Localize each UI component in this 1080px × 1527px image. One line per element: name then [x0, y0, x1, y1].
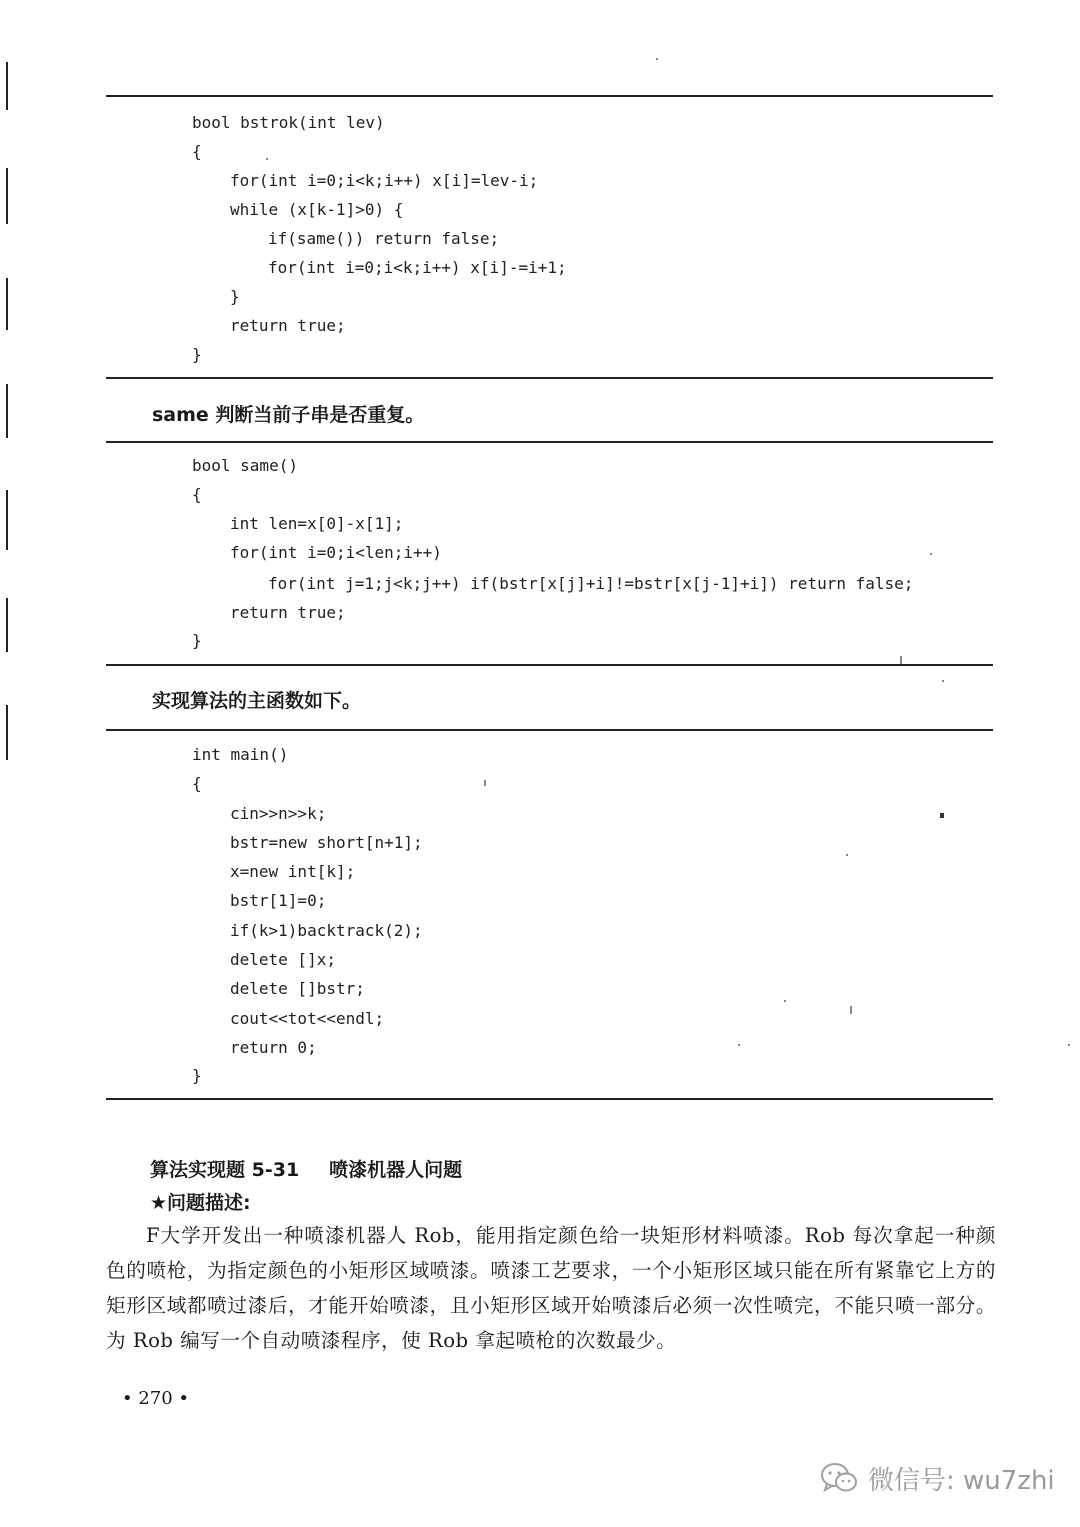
code-block-top-rule [106, 729, 993, 731]
code-line: while (x[k-1]>0) { [230, 200, 404, 219]
code-block-bottom-rule [106, 1098, 993, 1100]
code-line: } [192, 631, 202, 650]
code-line: return true; [230, 316, 346, 335]
wechat-watermark [820, 1458, 1055, 1498]
scan-speck [850, 1006, 852, 1014]
scan-speck [656, 58, 658, 60]
problem-heading [150, 1155, 462, 1182]
code-line: bool same() [192, 456, 298, 475]
code-line: if(k>1)backtrack(2); [230, 921, 423, 940]
code-line: delete []x; [230, 950, 336, 969]
code-line: { [192, 774, 202, 793]
scan-speck [900, 656, 902, 664]
code-line: delete []bstr; [230, 979, 365, 998]
code-line: for(int i=0;i<len;i++) [230, 543, 442, 562]
code-block-bottom-rule [106, 377, 993, 379]
scan-speck [846, 854, 848, 856]
code-line: return true; [230, 603, 346, 622]
code-line: } [192, 345, 202, 364]
code-line: for(int j=1;j<k;j++) if(bstr[x[j]+i]!=bstr[x[j-1]+i]) return false; [268, 574, 914, 593]
scan-edge-mark [6, 705, 8, 760]
code-line: return 0; [230, 1038, 317, 1057]
scan-speck [942, 680, 944, 682]
scan-speck [1068, 1044, 1070, 1046]
code-line: cout<<tot<<endl; [230, 1009, 385, 1028]
scan-speck [738, 1044, 740, 1046]
code-line: int len=x[0]-x[1]; [230, 514, 404, 533]
problem-subheading: ★问题描述: [150, 1192, 251, 1214]
scan-edge-mark [6, 384, 8, 438]
code-line: bstr[1]=0; [230, 891, 327, 910]
scan-speck [266, 158, 268, 160]
scan-speck [784, 1000, 786, 1002]
code-line: if(same()) return false; [268, 229, 500, 248]
code-line: for(int i=0;i<k;i++) x[i]=lev-i; [230, 171, 539, 190]
main-description: 实现算法的主函数如下。 [152, 690, 362, 712]
code-line: x=new int[k]; [230, 862, 356, 881]
problem-description: F大学开发出一种喷漆机器人 Rob，能用指定颜色给一块矩形材料喷漆。Rob 每次拿起一种颜色的喷枪，为指定颜色的小矩形区域喷漆。喷漆工艺要求，一个小矩形区域只能在所有紧靠它上方的矩形区域都喷过漆后，才能开始喷漆，且小矩形区域开始喷漆后必须一次性喷完，不能只喷一部分。为 Rob 编写一个自动喷漆程序，使 Rob 拿起喷枪的次数最少。 [106, 1224, 996, 1352]
code-line: { [192, 485, 202, 504]
code-line: } [192, 1066, 202, 1085]
code-line: bstr=new short[n+1]; [230, 833, 423, 852]
scan-edge-mark [6, 490, 8, 550]
scan-speck [940, 813, 944, 818]
scan-speck [930, 553, 932, 555]
code-line: { [192, 142, 202, 161]
problem-number: 算法实现题 5-31 [150, 1159, 300, 1181]
wechat-icon [820, 1462, 858, 1494]
code-block-top-rule [106, 441, 993, 443]
scan-edge-mark [6, 598, 8, 652]
code-block-bottom-rule [106, 664, 993, 666]
scan-speck [484, 780, 486, 786]
scan-edge-mark [6, 168, 8, 224]
watermark-text: 微信号: wu7zhi [868, 1465, 1055, 1496]
code-line: int main() [192, 745, 289, 764]
scan-edge-mark [6, 278, 8, 330]
problem-title: 喷漆机器人问题 [329, 1159, 463, 1181]
code-line: for(int i=0;i<k;i++) x[i]-=i+1; [268, 258, 567, 277]
scan-edge-mark [6, 62, 8, 110]
code-line: cin>>n>>k; [230, 804, 327, 823]
code-block-top-rule [106, 95, 993, 97]
code-line: } [230, 287, 240, 306]
page-number: • 270 • [122, 1388, 190, 1409]
same-description: same 判断当前子串是否重复。 [152, 404, 425, 426]
code-line: bool bstrok(int lev) [192, 113, 385, 132]
